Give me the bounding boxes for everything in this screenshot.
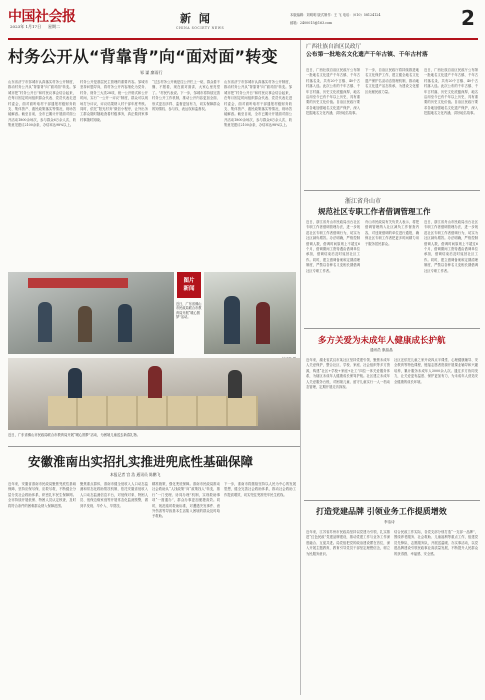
right-mid-column-1: 近日，浙江省舟山市民政局出台社区专职工作者借调管理办法，进一步规范社区专职工作者借调行为，切实为社区减负增效。办法明确，严格控制借调人数，借调时间原则上不超过6个月，借调期间工资待遇由借调单位承担，借调结束后及时返回社区工作。同时，建立借调备案和定期清理制度，严禁以各种名义变相长期借调社区专职工作者。 (306, 220, 360, 273)
badge-line-1: 图片 (183, 278, 195, 284)
lead-byline: 邹 谋 廖雨行 (140, 70, 163, 75)
right-mid-headline: 规范社区专职工作者借调管理工作 (318, 207, 431, 216)
section-divider (8, 446, 300, 447)
photo-person (118, 304, 132, 342)
masthead (0, 0, 485, 42)
right-mid-column-2: 舟山市民政局有关负责人表示，将把借调管理纳入社区减负工作督查内容，对违规借调的单位进行通报，确保社区专职工作者把更多时间精力用于服务居民群众。 (365, 220, 419, 246)
editor-info: 本版编辑：刘明明 版式制作：王 飞 电话：（010）58124124 (290, 13, 381, 17)
bottom-left-column-2: 聚焦重点群体，淮南市健全低收入人口动态监测和常态化救助帮扶机制，依托安徽省低收入人口动态监测信息平台，对低保对象、特困人员、低保边缘家庭等开展常态化监测预警，做到早发现、早介入、早帮扶。 (80, 482, 148, 508)
middle-right-column-2: 社区还依托儿童之家开设四点半课堂、心理健康辅导、安全教育等特色课程，链接志愿者资源开展课业辅导和兴趣培养，累计服务未成年人3000余人次。通过多方协同发力，让关爱更有温度、保护更加有力，为未成年人营造安全健康的成长环境。 (394, 358, 478, 384)
middle-right-headline: 多方关爱为未成年人健康成长护航 (318, 336, 446, 346)
middle-right-byline: 通讯员 康晶晶 (370, 348, 393, 352)
column-divider (300, 40, 301, 330)
photo-person (78, 306, 92, 342)
bottom-right-column-2: 结合民政工作实际，各党支部分别打造“一支部一品牌”，围绕养老服务、社会救助、儿童福利等重点工作，组建党员先锋队、志愿服务队，开展送温暖、办实事活动，以党建品牌建设引领民政事业高质量发展，不断提升人民群众的获得感、幸福感、安全感。 (394, 530, 478, 556)
bottom-left-column-1: 近年来，安徽省淮南市民政局聚焦兜底性基础保障，坚持应保尽保、应救尽救，不断健全分层分类社会救助体系，织密扎牢民生保障网。全市持续开展低保、特困人员认定核查，及时将符合条件的困难群众纳入保障范围。 (8, 482, 76, 508)
photo-person (38, 302, 52, 342)
section-divider (304, 328, 480, 329)
issue-date: 2023年 1月17日 (10, 24, 42, 29)
badge-line-2: 新闻 (183, 286, 195, 292)
news-photo-2 (204, 272, 296, 354)
bottom-left-column-3: 精准施策，强化兜底保障。淮南市民政局推动社会救助从“人找政策”向“政策找人”转变，推行“一门受理、协同办理”机制，实现救助事项“一窗通办”，群众办事更加便捷高效。同时，规范临时救助标准，对遭遇突发事件、意外伤害等导致基本生活陷入困境的群众及时给予救助。 (152, 482, 220, 519)
middle-right-column-1: 近年来，湖北省武汉市某社区坚持党建引领，聚焦未成年人关爱保护，整合社区、学校、家庭、社会组织等多方资源，构建“社区+学校+家庭+社工”四位一体关爱服务体系，为辖区未成年人健康成长保驾护航。社区建立未成年人关爱服务台账，对困境儿童、留守儿童实行一人一档动态管理，定期开展走访探视。 (306, 358, 390, 390)
photo-person (224, 296, 240, 344)
issue-weekday: 星期二 (48, 24, 60, 29)
lead-headline: 村务公开从“背靠背”向“面对面”转变 (8, 47, 278, 66)
column-divider (300, 330, 301, 695)
section-divider (304, 500, 480, 501)
lead-column-4: 山东省济宁市邹城市认真落实村务公开制度，推动村务公开从“背靠背”向“面对面”转变。邹城市把“村务公开日”和村民议事会结合起来，在每月固定时间组织群众代表、党员代表走进村委会，面对面听取村干部通报村级财务收支、集体资产、惠民政策落实等情况，现场答疑解惑。截至目前，全市已累计开展面对面公开活动1800余场次，参与群众6万余人次，收集意见建议2100余条，办结率达98%以上。 (224, 80, 292, 128)
right-mid-column-3: 近日，浙江省舟山市民政局出台社区专职工作者借调管理办法，进一步规范社区专职工作者借调行为，切实为社区减负增效。办法明确，严格控制借调人数，借调时间原则上不超过6个月，借调期间工资待遇由借调单位承担，借调结束后及时返回社区工作。同时，建立借调备案和定期清理制度，严禁以各种名义变相长期借调社区专职工作者。 (424, 220, 478, 273)
bottom-left-byline: 本报记者 宫 浩 通讯员 陈鹏飞 (110, 472, 161, 477)
bottom-left-headline: 安徽淮南出实招扎实推进兜底性基础保障 (28, 454, 254, 469)
photo-person (228, 370, 242, 398)
bottom-left-column-4: 下一步，淮南市将继续坚持以人民为中心的发展思想，健全完善社会救助体系，推动社会救助工作提质增效，切实兜住兜准兜牢民生底线。 (224, 482, 296, 497)
bottom-right-byline: 李洁诗 (384, 520, 395, 524)
right-mid-kicker: 浙江省舟山市 (345, 198, 382, 205)
right-top-column-2: 下一步，自治区民政厅将持续推进地名文化保护工作，建立健全地名文化遗产保护名录动态管理机制，推动地名文化遗产活态传承，为建设文化强区贡献民政力量。 (365, 68, 419, 94)
photo-person (256, 302, 270, 344)
section-divider (304, 190, 480, 191)
photo-person (68, 368, 82, 398)
lead-column-3: “过去村务公开就是往公开栏上一贴，群众看不懂、不愿看，现在面对面讲，大家心里亮堂了。”村民代表说。下一步，邹城市将持续完善村务公开工作机制，推动公开内容更加全面、形式更加多样、监督更加有力，切实保障群众的知情权、参与权、表达权和监督权。 (152, 80, 220, 112)
right-top-kicker: 广西壮族自治区民政厅 (306, 44, 362, 50)
masthead-rule (8, 38, 478, 40)
section-title: 新 闻 (180, 12, 212, 25)
photo-news-badge (177, 272, 201, 298)
news-photo-3 (8, 358, 300, 430)
photo-caption-1: 近日，广东省佛山市民政局联合市教育局开展“暖心圆梦”活动。 (176, 302, 202, 320)
right-top-column-1: 近日，广西壮族自治区民政厅公布第一批地名文化遗产千年古镇、千年古村落名录，共有20个古镇、40个古村落入选。此次公布的千年古镇、千年古村落，历史文化底蕴深厚，地名沿用至今已有千年以上历史，具有重要的历史文化价值。自治区民政厅要求各地加强地名文化遗产保护，深入挖掘地名文化内涵，讲好地名故事。 (306, 68, 360, 116)
lead-column-2: 村务公开是基层民主管理的重要内容。邹城市坚持问题导向，将村务公开内容细化为党务、村务、财务三大类28项，统一公开格式和公开时间，实行“一公开一评议”制度，群众可以现场打分评议，评议结果纳入村干部年度考核。同时，依托“阳光村务”微信小程序，让外出务工群众随时随地查看村级事务，真正做到家事村事随时知晓。 (80, 80, 148, 122)
newspaper-name: 中国社会报 (8, 9, 76, 25)
photo-banner (28, 278, 128, 288)
photo-boxes (48, 396, 258, 426)
right-top-headline: 公布第一批地名文化遗产千年古镇、千年古村落 (306, 52, 428, 58)
editor-email: 邮箱：2400015@163.com (290, 21, 333, 25)
bottom-right-headline: 打造党建品牌 引领业务工作提质增效 (316, 507, 447, 516)
section-subtitle: CHINA SOCIETY NEWS (176, 26, 225, 30)
photo-caption-2: 近日，广东省佛山市民政局联合市教育局开展“暖心圆梦”活动，为困境儿童送去新春礼物。 (8, 433, 140, 437)
news-photo-1 (8, 272, 174, 354)
bottom-right-column-1: 近年来，江苏省苏州市民政局坚持以党建为引领，扎实推进“红色民政”党建品牌建设，推动党建工作与业务工作深度融合、互促共进。局党组把党的政治建设摆在首位，深入开展主题教育，教育引导党员干部坚定理想信念，树立为民服务意识。 (306, 530, 390, 556)
lead-column-1: 山东省济宁市邹城市认真落实村务公开制度，推动村务公开从“背靠背”向“面对面”转变。邹城市把“村务公开日”和村民议事会结合起来，在每月固定时间组织群众代表、党员代表走进村委会，面对面听取村干部通报村级财务收支、集体资产、惠民政策落实等情况，现场答疑解惑。截至目前，全市已累计开展面对面公开活动1800余场次，参与群众6万余人次，收集意见建议2100余条，办结率达98%以上。 (8, 80, 76, 128)
photo-person (148, 366, 162, 398)
page-number: 2 (461, 6, 475, 30)
right-top-column-3: 近日，广西壮族自治区民政厅公布第一批地名文化遗产千年古镇、千年古村落名录，共有20个古镇、40个古村落入选。此次公布的千年古镇、千年古村落，历史文化底蕴深厚，地名沿用至今已有千年以上历史，具有重要的历史文化价值。自治区民政厅要求各地加强地名文化遗产保护，深入挖掘地名文化内涵，讲好地名故事。 (424, 68, 478, 116)
